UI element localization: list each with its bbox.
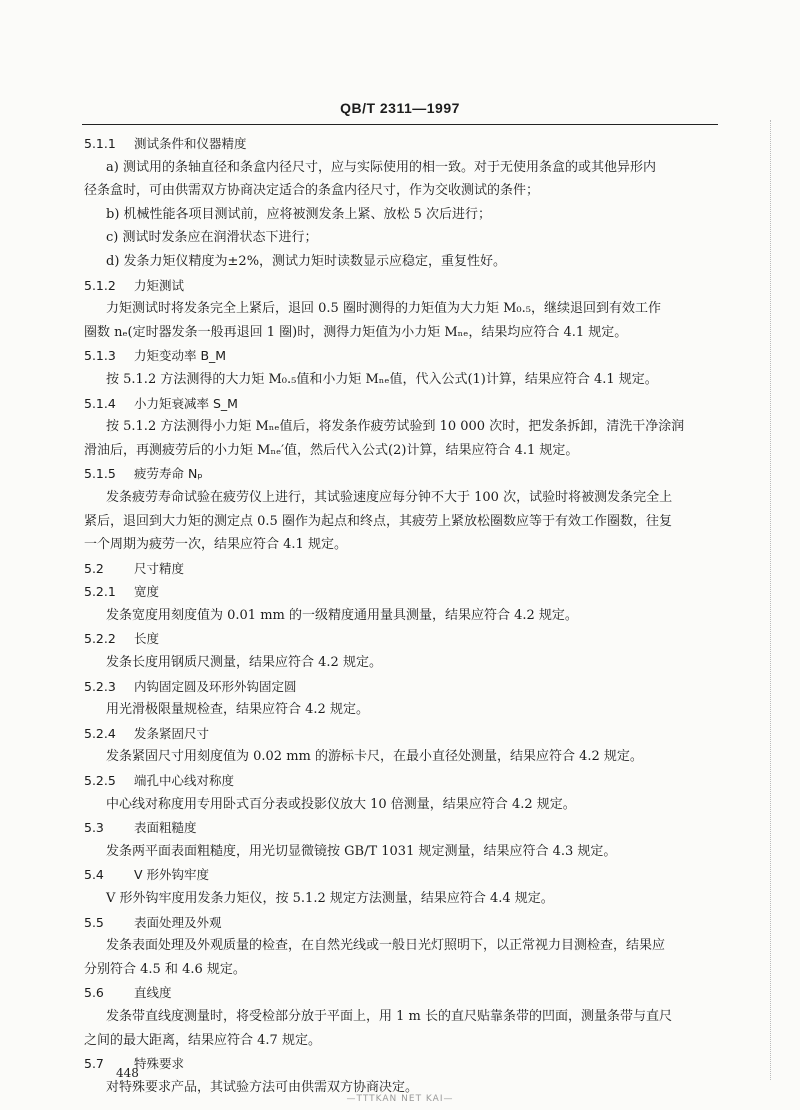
page-header: QB/T 2311—1997 [340,100,460,116]
section-number: 5.3 [84,820,104,836]
section-title: 力矩测试 [134,277,185,293]
section-heading [84,462,720,486]
section-heading [84,816,720,840]
paragraph-continuation: 之间的最大距离，结果应符合 4.7 规定。 [84,1032,321,1048]
section-heading [84,274,720,298]
paragraph-continuation: 径条盒时，可由供需双方协商决定适合的条盒内径尺寸，作为交收测试的条件； [84,183,540,199]
section-title: 小力矩衰减率 S_M [134,395,238,411]
paragraph-line: 力矩测试时将发条完全上紧后，退回 0.5 圈时测得的力矩值为大力矩 M₀.₅，继续退回到有效工作 [106,301,661,317]
section-heading [84,392,720,416]
section-heading [84,675,720,699]
section-number: 5.1.1 [84,136,116,151]
paragraph-continuation: 分别符合 4.5 和 4.6 规定。 [84,961,246,977]
paragraph-continuation: 圈数 nₑ(定时器发条一般再退回 1 圈)时，测得力矩值为小力矩 Mₙₑ，结果均应符合 4.1 规定。 [84,324,628,340]
paragraph-continuation: 紧后，退回到大力矩的测定点 0.5 圈作为起点和终点，其疲劳上紧放松圈数应等于有效工作圈数，往复 [84,513,672,529]
section-title: 发条紧固尺寸 [134,725,210,741]
section-title: 表面粗糙度 [134,820,197,836]
section-number: 5.2.2 [84,631,116,647]
section-title: 内钩固定圆及环形外钩固定圆 [134,678,297,694]
paragraph-line: 按 5.1.2 方法测得的大力矩 M₀.₅值和小力矩 Mₙₑ值，代入公式(1)计算，结果应符合 4.1 规定。 [106,371,658,387]
section-number: 5.2.4 [84,725,116,741]
paragraph-line: a) 测试用的条轴直径和条盒内径尺寸，应与实际使用的相一致。对于无使用条盒的或其他异形内 [106,159,656,175]
paragraph-line: c) 测试时发条应在润滑状态下进行； [106,230,318,246]
section-number: 5.1.3 [84,348,116,364]
section-number: 5.7 [84,1056,104,1072]
paragraph-line: 按 5.1.2 方法测得小力矩 Mₙₑ值后，将发条作疲劳试验到 10 000 次时，把发条拆卸，清洗干净涂润 [106,419,685,435]
section-heading [84,769,720,793]
section-number: 5.5 [84,914,104,930]
watermark: —TTTKAN NET KAI— [346,1094,454,1104]
section-number: 5.2 [84,560,104,576]
section-title: 表面处理及外观 [134,914,222,930]
section-heading [84,132,720,156]
section-title: 特殊要求 [134,1056,185,1072]
header-rule [82,124,718,125]
paragraph-line: d) 发条力矩仪精度为±2%，测试力矩时读数显示应稳定，重复性好。 [106,253,507,269]
paragraph-line: 发条两平面表面粗糙度，用光切显微镜按 GB/T 1031 规定测量，结果应符合 4.3 规定。 [106,843,617,859]
section-heading [84,344,720,368]
paragraph-continuation: 滑油后，再测疲劳后的小力矩 Mₙₑ′值，然后代入公式(2)计算，结果应符合 4.1 规定。 [84,442,579,458]
section-number: 5.2.5 [84,773,116,789]
paragraph-line: 用光滑极限量规检查，结果应符合 4.2 规定。 [106,702,369,718]
paragraph-line: 对特殊要求产品，其试验方法可由供需双方协商决定。 [106,1079,419,1095]
paragraph-continuation: 一个周期为疲劳一次，结果应符合 4.1 规定。 [84,537,347,553]
section-number: 5.1.5 [84,466,116,482]
paragraph-line: 发条疲劳寿命试验在疲劳仪上进行，其试验速度应每分钟不大于 100 次，试验时将被测发条完全上 [106,489,673,505]
section-heading [84,1052,720,1076]
section-heading [84,722,720,746]
section-title: 宽度 [134,584,160,600]
document-body [84,132,720,1099]
paragraph-line: b) 机械性能各项目测试前，应将被测发条上紧、放松 5 次后进行； [106,206,492,222]
paragraph-line: 中心线对称度用专用卧式百分表或投影仪放大 10 倍测量，结果应符合 4.2 规定。 [106,796,576,812]
section-title: 端孔中心线对称度 [134,773,235,789]
paragraph-line: V 形外钩牢度用发条力矩仪，按 5.1.2 规定方法测量，结果应符合 4.4 规定。 [106,891,554,906]
section-number: 5.2.3 [84,678,116,694]
section-title: V 形外钩牢度 [134,867,210,883]
paragraph-line: 发条宽度用刻度值为 0.01 mm 的一级精度通用量具测量，结果应符合 4.2 规定。 [106,607,578,623]
section-heading [84,557,720,581]
section-number: 5.2.1 [84,584,116,600]
paragraph-line: 发条紧固尺寸用刻度值为 0.02 mm 的游标卡尺，在最小直径处测量，结果应符合 4.2 规定。 [106,749,643,765]
section-number: 5.6 [84,985,104,1001]
section-title: 长度 [134,631,160,647]
paragraph-line: 发条带直线度测量时，将受检部分放于平面上，用 1 m 长的直尺贴靠条带的凹面，测量条带与直尺 [106,1008,672,1024]
section-title: 直线度 [134,985,172,1001]
section-number: 5.1.2 [84,277,116,293]
section-heading [84,981,720,1005]
section-heading [84,627,720,651]
section-title: 力矩变动率 B_M [134,348,227,364]
scan-edge [770,120,777,1080]
section-title: 尺寸精度 [134,560,185,576]
section-number: 5.4 [84,867,104,883]
section-heading [84,580,720,604]
paragraph-line: 发条表面处理及外观质量的检查，在自然光线或一般日光灯照明下，以正常视力目测检查，结果应 [106,938,666,954]
section-title: 测试条件和仪器精度 [134,136,247,151]
section-heading [84,911,720,935]
section-heading [84,863,720,887]
section-number: 5.1.4 [84,395,116,411]
paragraph-line: 发条长度用钢质尺测量，结果应符合 4.2 规定。 [106,655,382,671]
page-number: 448 [116,1066,139,1080]
section-title: 疲劳寿命 Nₚ [134,466,203,482]
